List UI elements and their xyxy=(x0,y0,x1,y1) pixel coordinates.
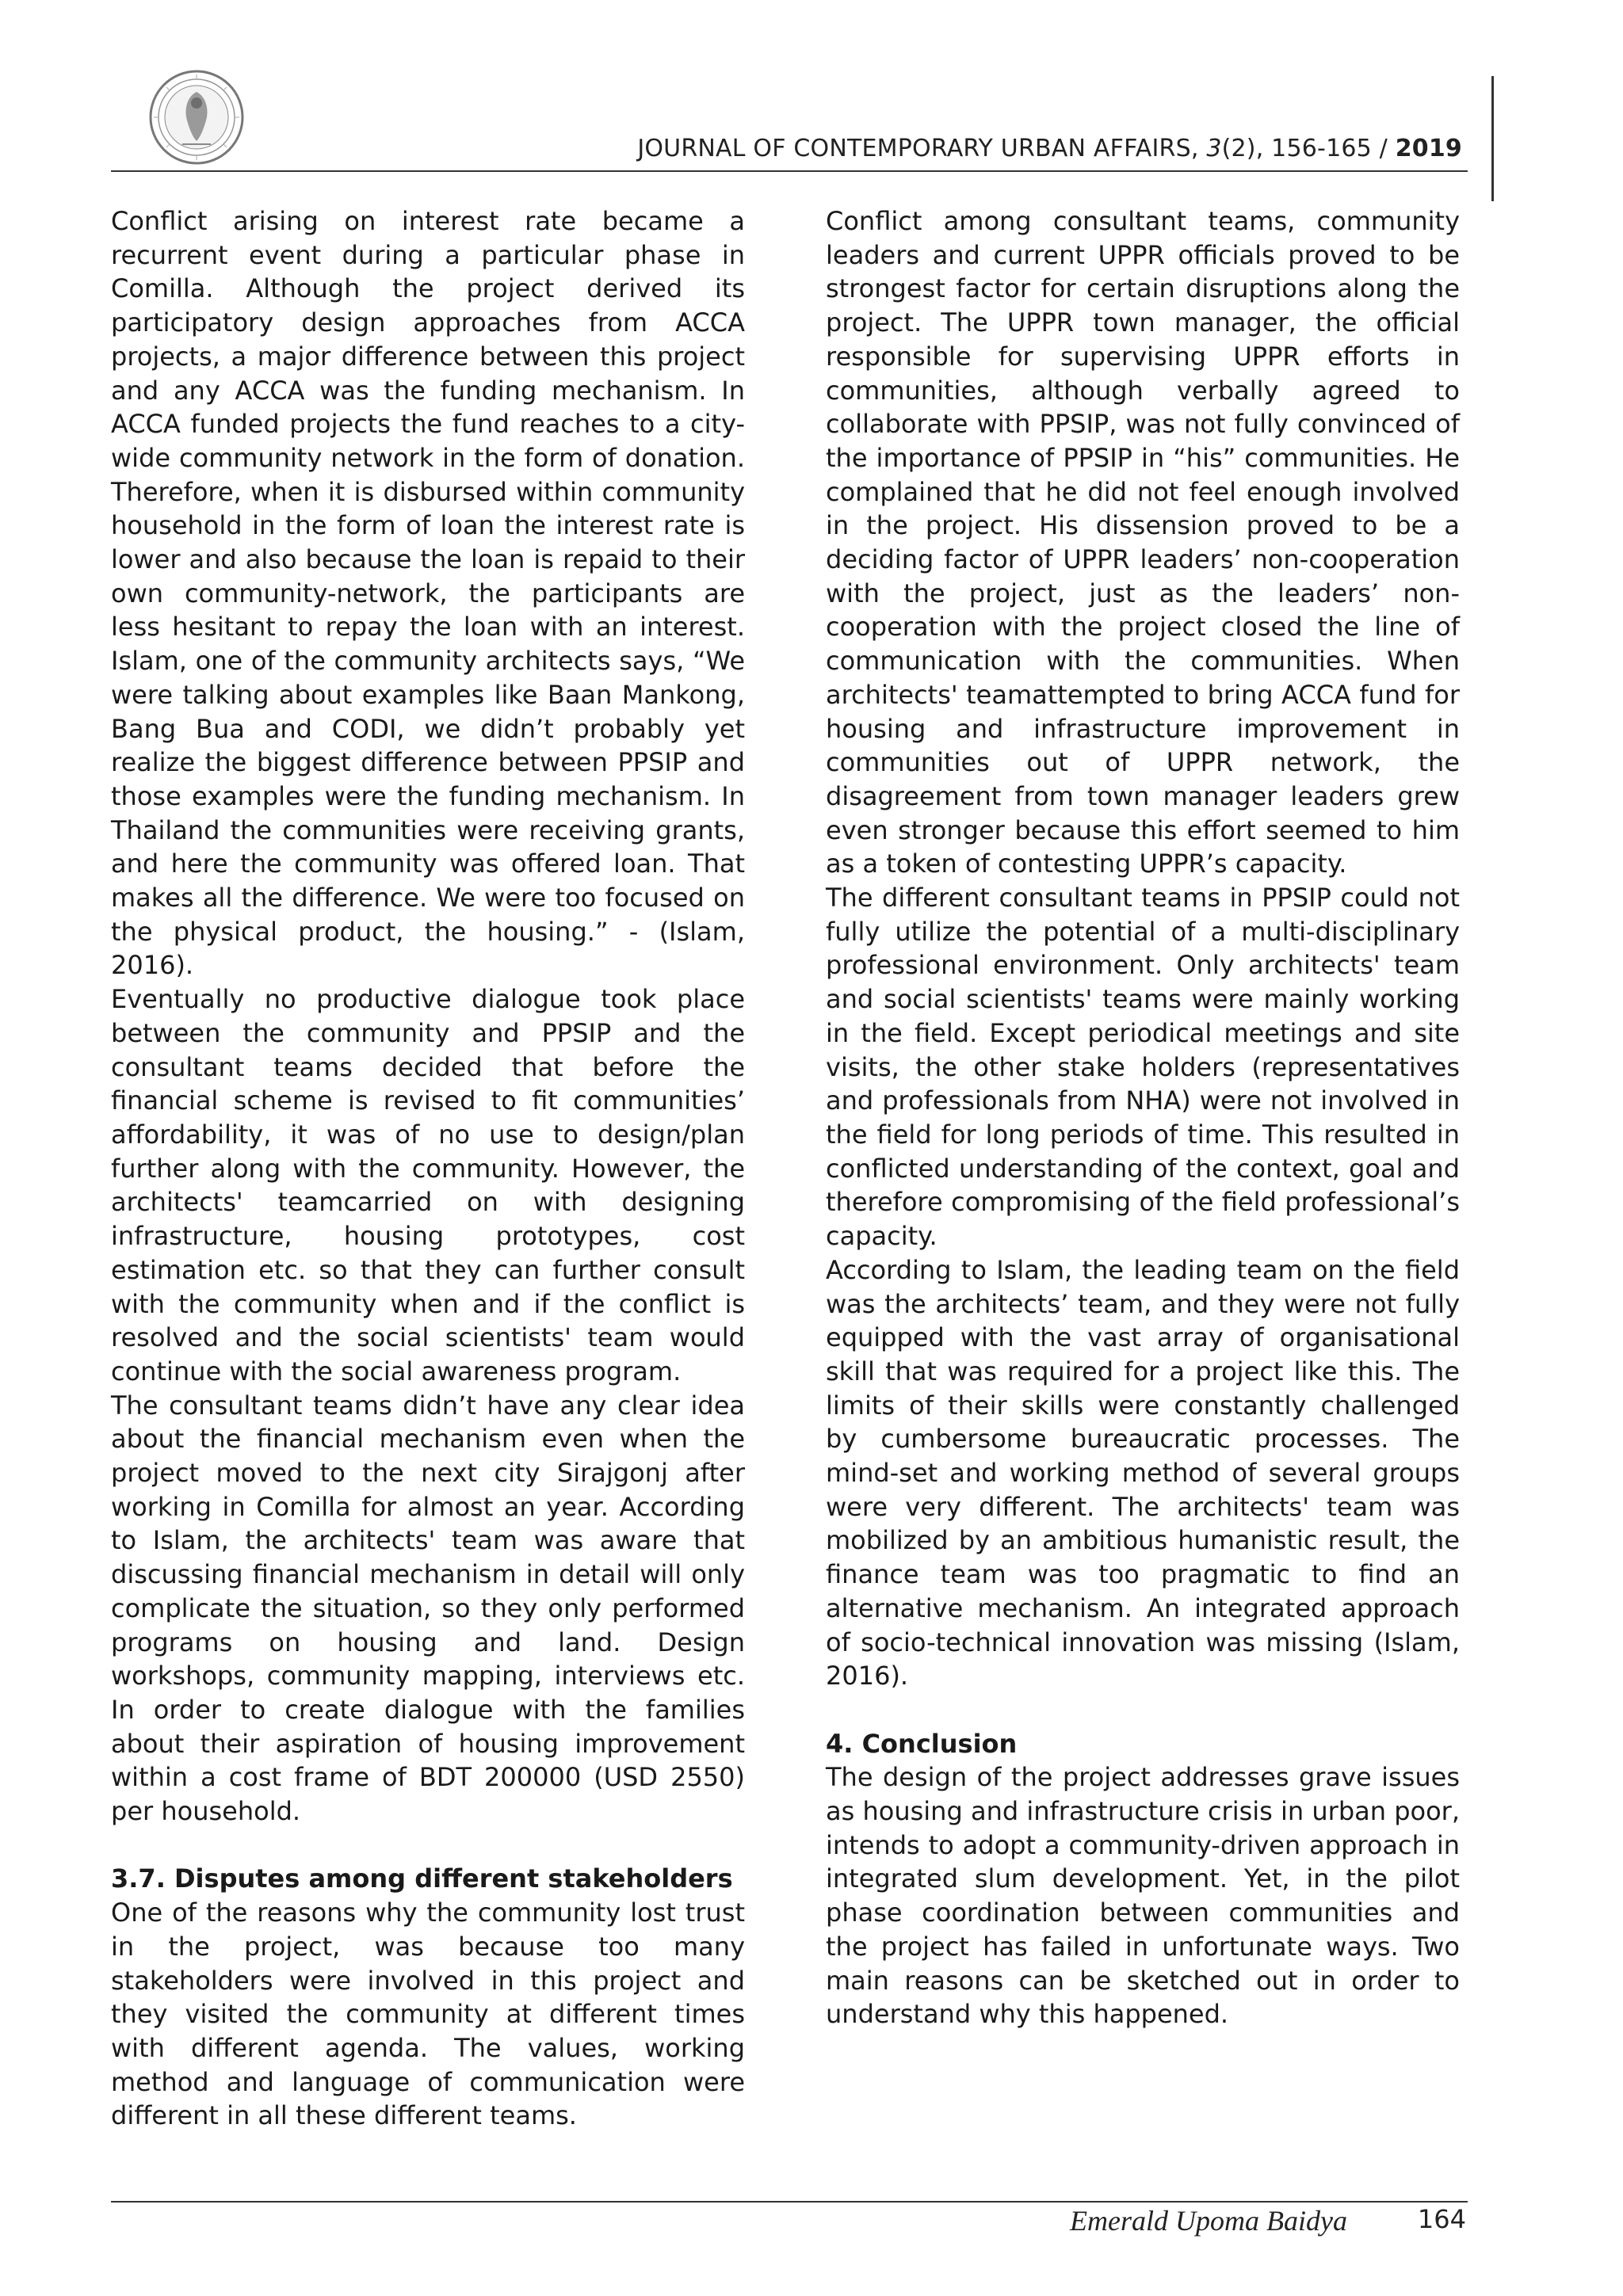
section-heading: 4. Conclusion xyxy=(826,1728,1018,1759)
journal-issue-pages: (2), 156-165 / xyxy=(1221,135,1396,162)
page-number: 164 xyxy=(1417,2204,1466,2234)
section-heading: 3.7. Disputes among different stakeholders xyxy=(111,1863,733,1894)
paragraph: The different consultant teams in PPSIP could not fully utilize the potential of a multi-disciplinary professional environment. Only architects' team and social scientists' teams were mainly working in the field. Except periodical meetings and site visits, the other stake holders (representatives and professionals from NHA) were not involved in the field for long periods of time. This resulted in conflicted understanding of the context, goal and therefore compromising of the field professional’s capacity. xyxy=(826,883,1460,1252)
journal-year: 2019 xyxy=(1395,135,1462,162)
journal-name: JOURNAL OF CONTEMPORARY URBAN AFFAIRS, xyxy=(637,135,1207,162)
left-column xyxy=(111,204,745,2133)
journal-volume: 3 xyxy=(1206,135,1222,162)
paragraph: The design of the project addresses grave issues as housing and infrastructure crisis in urban poor, intends to adopt a community-driven approach in integrated slum development. Yet, in the pilot phase coordination between communities and the project has failed in unfortunate ways. Two main reasons can be sketched out in order to understand why this happened. xyxy=(826,1762,1460,2030)
header-rule xyxy=(111,170,1468,172)
paragraph: Conflict among consultant teams, community leaders and current UPPR officials proved to be strongest factor for certain disruptions along the project. The UPPR town manager, the official responsible for supervising UPPR efforts in communities, although verbally agreed to collaborate with PPSIP, was not fully convinced of the importance of PPSIP in “his” communities. He complained that he did not feel enough involved in the project. His dissension proved to be a deciding factor of UPPR leaders’ non-cooperation with the project, just as the leaders’ non-cooperation with the project closed the line of communication with the communities. When architects' teamattempted to bring ACCA fund for housing and infrastructure improvement in communities out of UPPR network, the disagreement from town manager leaders grew even stronger because this effort seemed to him as a token of contesting UPPR’s capacity. xyxy=(826,206,1460,879)
right-column xyxy=(826,204,1460,2031)
paragraph: Eventually no productive dialogue took place between the community and PPSIP and the consultant teams decided that before the financial scheme is revised to fit communities’ affordability, it was of no use to design/plan further along with the community. However, the architects' teamcarried on with designing infrastructure, housing prototypes, cost estimation etc. so that they can further consult with the community when and if the conflict is resolved and the social scientists' team would continue with the social awareness program. xyxy=(111,984,745,1386)
footer-rule xyxy=(111,2201,1468,2203)
paragraph: The consultant teams didn’t have any clear idea about the financial mechanism even when the project moved to the next city Sirajgonj after working in Comilla for almost an year. According to Islam, the architects' team was aware that discussing financial mechanism in detail will only complicate the situation, so they only performed programs on housing and land. Design workshops, community mapping, interviews etc. In order to create dialogue with the families about their aspiration of housing improvement within a cost frame of BDT 200000 (USD 2550) per household. xyxy=(111,1390,745,1827)
header-vertical-bar xyxy=(1491,76,1494,201)
footer-author: Emerald Upoma Baidya xyxy=(1070,2205,1347,2237)
paragraph: Conflict arising on interest rate became a recurrent event during a particular phase in Comilla. Although the project derived its participatory design approaches from ACCA projects, a major difference between this project and any ACCA was the funding mechanism. In ACCA funded projects the fund reaches to a city-wide community network in the form of donation. Therefore, when it is disbursed within community household in the form of loan the interest rate is lower and also because the loan is repaid to their own community-network, the participants are less hesitant to repay the loan with an interest. Islam, one of the community architects says, “We were talking about examples like Baan Mankong, Bang Bua and CODI, we didn’t probably yet realize the biggest difference between PPSIP and those examples were the funding mechanism. In Thailand the communities were receiving grants, and here the community was offered loan. That makes all the difference. We were too focused on the physical product, the housing.” - (Islam, 2016). xyxy=(111,206,745,981)
paragraph: According to Islam, the leading team on the field was the architects’ team, and they were not fully equipped with the vast array of organisational skill that was required for a project like this. The limits of their skills were constantly challenged by cumbersome bureaucratic processes. The mind-set and working method of several groups were very different. The architects' team was mobilized by an ambitious humanistic result, the finance team was too pragmatic to find an alternative mechanism. An integrated approach of socio-technical innovation was missing (Islam, 2016). xyxy=(826,1254,1460,1691)
journal-seal-logo-icon xyxy=(147,68,246,166)
journal-header xyxy=(602,135,1462,162)
paragraph: One of the reasons why the community lost trust in the project, was because too many stakeholders were involved in this project and they visited the community at different times with different agenda. The values, working method and language of communication were different in all these different teams. xyxy=(111,1897,745,2131)
